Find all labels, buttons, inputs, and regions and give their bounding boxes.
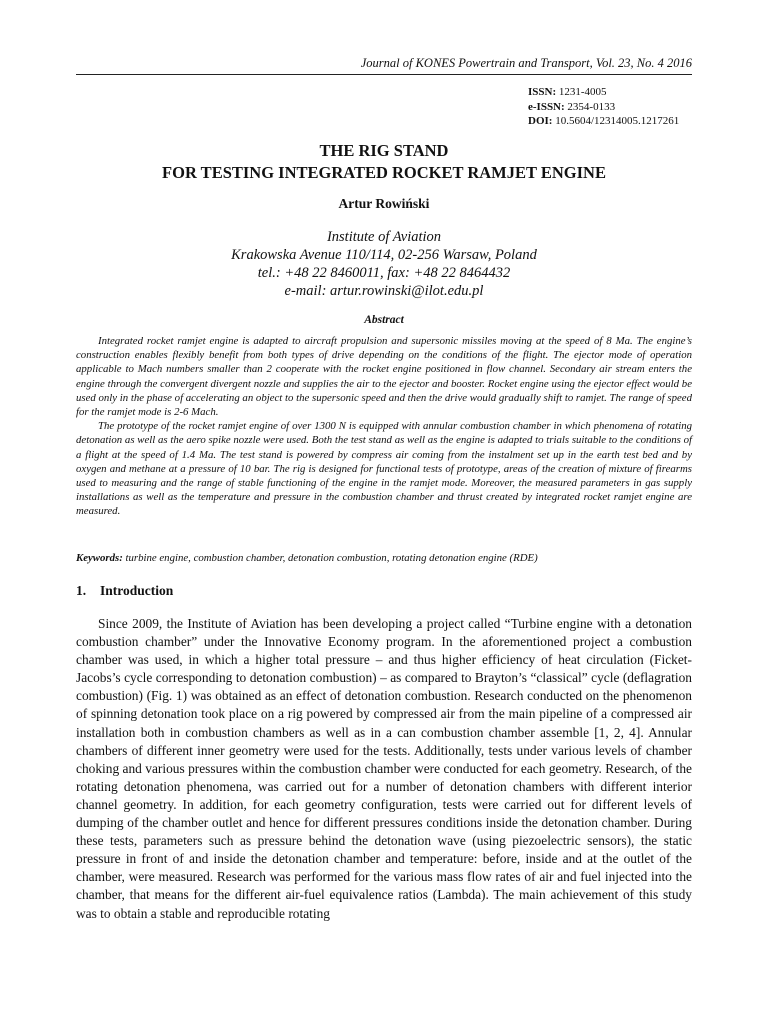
eissn-label: e-ISSN: bbox=[528, 100, 565, 113]
affiliation-phone: tel.: +48 22 8460011, fax: +48 22 8464432 bbox=[257, 265, 511, 281]
abstract-paragraph-2: The prototype of the rocket ramjet engine of over 1300 N is equipped with annular combustion chamber in which phenomena of rotating detonation as well as the aero spike nozzle were used. Both the test stand as well as the engine is adapted to trials suitable to the conditions of a flight at the speed of 1.4 Ma. The test stand is powered by compress air coming from the instalment set up in the earth test bed and by oxygen and methane at a pressure of 10 bar. The rig is designed for functional tests of prototype, areas of the creation of mixture of firearms used to measuring and the range of stable functioning of the engine in the ramjet mode. Moreover, the measured parameters in gas supply installations as well as the temperature and pressure in the combustion chamber and thrust created by integrated rocket ramjet engine are measured. bbox=[76, 420, 692, 518]
issn-value: 1231-4005 bbox=[558, 86, 607, 98]
abstract-paragraph-1: Integrated rocket ramjet engine is adapted to aircraft propulsion and supersonic missiles moving at the speed of 8 Ma. The engine’s construction enables flexibly benefit from both types of drive depending on the conditions of the flight. The ejector mode of operation applicable to Mach numbers smaller than 2 cooperate with the rocket engine positioned in flow channel. Secondary air stream enters the engine through the convergent divergent nozzle and supplies the air to the ejector and booster. Rocket engine using the ejector effect would be used only in the phase of accelerating an object to the supersonic speed and then the drive would gradually shift to ramjet. The range of speed for the ramjet mode is 2-6 Mach. bbox=[76, 335, 692, 419]
abstract-heading: Abstract bbox=[364, 314, 404, 326]
section-number: 1. bbox=[76, 583, 87, 598]
title-line-1: THE RIG STAND bbox=[319, 141, 449, 160]
introduction-body bbox=[76, 615, 692, 923]
paper-title bbox=[76, 140, 692, 184]
author-name: Artur Rowiński bbox=[338, 196, 430, 211]
title-line-2: FOR TESTING INTEGRATED ROCKET RAMJET ENGINE bbox=[162, 163, 606, 182]
affiliation-institute: Institute of Aviation bbox=[326, 229, 442, 245]
eissn-line bbox=[528, 100, 679, 115]
keywords-line bbox=[76, 552, 692, 564]
abstract-body bbox=[76, 334, 692, 519]
journal-header: Journal of KONES Powertrain and Transport, Vol. 23, No. 4 2016 bbox=[76, 56, 692, 75]
keywords-text: turbine engine, combustion chamber, detonation combustion, rotating detonation engine (RDE) bbox=[125, 552, 538, 564]
affiliation-email: e-mail: artur.rowinski@ilot.edu.pl bbox=[284, 283, 484, 299]
section-heading-introduction bbox=[76, 583, 173, 599]
eissn-value: 2354-0133 bbox=[567, 100, 616, 113]
section-title: Introduction bbox=[100, 583, 174, 598]
doi-value: 10.5604/12314005.1217261 bbox=[555, 115, 680, 127]
identifiers-block bbox=[528, 85, 679, 129]
doi-label: DOI: bbox=[528, 115, 553, 127]
introduction-paragraph-1: Since 2009, the Institute of Aviation has been developing a project called “Turbine engine with a detonation combustion chamber” under the Innovative Economy program. In the aforementioned project a combustion chamber was used, in which a higher total pressure – and thus higher efficiency of heat circulation (Ficket-Jacobs’s cycle corresponding to detonation combustion) – as compared to Brayton’s “classical” cycle (deflagration combustion) (Fig. 1) was obtained as an effect of detonation combustion. Research conducted on the phenomenon of spinning detonation took place on a rig powered by compressed air from the main pipeline of a compressed air installation both in combustion chambers as well as in a can combustion chamber assemble [1, 2, 4]. Annular chambers of different inner geometry were used for the tests. Additionally, tests under various levels of chamber choking and various pressures within the combustion chamber were conducted for each geometry. Research, of the rotating detonation phenomena, was carried out for a number of detonation chambers with different interior channel geometry. In addition, for each geometry configuration, tests were carried out for different levels of dumping of the chamber outlet and hence for different pressures conditions inside the detonation chamber. During these tests, parameters such as pressure behind the detonation wave (using piezoelectric sensors), the static pressure in front of and inside the detonation chamber and temperature: before, inside and at the outlet of the chamber, were measured. Research was performed for the various mass flow rates of air and fuel injected into the chamber, that means for the different air-fuel equivalence ratios (Lambda). The main achievement of this study was to obtain a stable and reproducible rotating bbox=[76, 616, 692, 921]
doi-line bbox=[528, 114, 679, 129]
affiliation-block bbox=[76, 228, 692, 300]
issn-line bbox=[528, 85, 679, 100]
affiliation-address: Krakowska Avenue 110/114, 02-256 Warsaw, Poland bbox=[231, 247, 537, 263]
keywords-label: Keywords: bbox=[76, 552, 123, 564]
issn-label: ISSN: bbox=[528, 86, 557, 98]
